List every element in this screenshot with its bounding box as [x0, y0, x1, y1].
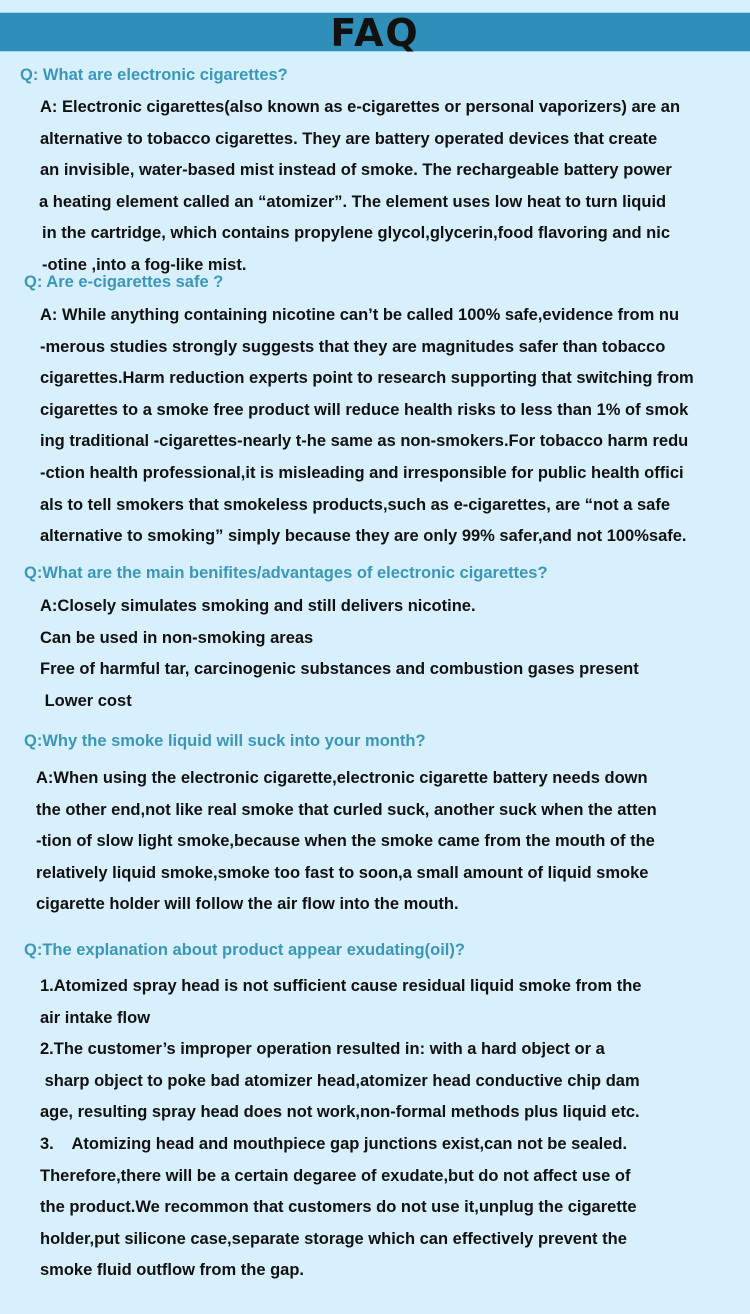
faq-answer-line: A: While anything containing nicotine can’t be called 100% safe,evidence from nu: [40, 306, 680, 324]
faq-answer-line: alternative to tobacco cigarettes. They are battery operated devices that create: [40, 129, 658, 148]
faq-answer-line: smoke fluid outflow from the gap.: [40, 1261, 304, 1280]
faq-answer-5: [40, 971, 641, 1287]
faq-question-4: Q:Why the smoke liquid will suck into your month?: [24, 732, 426, 750]
page-title: FAQ: [330, 11, 420, 55]
faq-answer-line: air intake flow: [40, 1008, 151, 1027]
faq-answer-line: in the cartridge, which contains propylene glycol,glycerin,food flavoring and nic: [42, 224, 671, 243]
faq-answer-line: A:Closely simulates smoking and still delivers nicotine.: [40, 597, 476, 615]
faq-answer-line: -tion of slow light smoke,because when the smoke came from the mouth of the: [36, 832, 655, 851]
faq-answer-line: an invisible, water-based mist instead of smoke. The rechargeable battery power: [40, 161, 672, 180]
faq-answer-1: [38, 92, 680, 282]
faq-answer-line: the other end,not like real smoke that curled suck, another suck when the atten: [36, 800, 657, 819]
faq-answer-line: alternative to smoking” simply because they are only 99% safer,and not 100%safe.: [40, 527, 687, 546]
faq-answer-line: A: Electronic cigarettes(also known as e-cigarettes or personal vaporizers) are an: [40, 98, 681, 116]
faq-answer-2: [40, 300, 694, 553]
faq-answer-line: als to tell smokers that smokeless products,such as e-cigarettes, are “not a safe: [40, 495, 670, 514]
faq-question-5: Q:The explanation about product appear exudating(oil)?: [24, 941, 465, 959]
faq-answer-line: A:When using the electronic cigarette,electronic cigarette battery needs down: [36, 769, 648, 787]
faq-question-3: Q:What are the main benifites/advantages of electronic cigarettes?: [24, 564, 548, 582]
faq-answer-line: -otine ,into a fog-like mist.: [42, 255, 247, 274]
faq-answer-line: ing traditional -cigarettes-nearly t-he same as non-smokers.For tobacco harm redu: [40, 432, 689, 451]
faq-answer-line: cigarette holder will follow the air flow into the mouth.: [36, 895, 459, 914]
faq-answer-line: Can be used in non-smoking areas: [40, 628, 314, 647]
faq-answer-line: Therefore,there will be a certain degaree of exudate,but do not affect use of: [40, 1166, 631, 1185]
faq-answer-4: [36, 763, 657, 921]
faq-answer-line: age, resulting spray head does not work,non-formal methods plus liquid etc.: [40, 1103, 640, 1122]
faq-answer-line: 1.Atomized spray head is not sufficient cause residual liquid smoke from the: [40, 977, 642, 995]
faq-question-1: Q: What are electronic cigarettes?: [20, 66, 288, 84]
faq-answer-line: holder,put silicone case,separate storage which can effectively prevent the: [40, 1229, 627, 1248]
faq-answer-line: the product.We recommon that customers do not use it,unplug the cigarette: [40, 1198, 637, 1217]
faq-answer-line: Free of harmful tar, carcinogenic substances and combustion gases present: [40, 660, 639, 679]
faq-header-bar: [0, 11, 750, 55]
faq-answer-3: [40, 591, 639, 717]
faq-answer-line: cigarettes.Harm reduction experts point to research supporting that switching from: [40, 369, 694, 388]
faq-answer-line: -merous studies strongly suggests that they are magnitudes safer than tobacco: [40, 337, 666, 356]
faq-answer-line: 2.The customer’s improper operation resulted in: with a hard object or a: [40, 1040, 605, 1059]
faq-answer-line: Lower cost: [40, 691, 132, 710]
faq-answer-line: 3. Atomizing head and mouthpiece gap junctions exist,can not be sealed.: [40, 1134, 628, 1153]
faq-answer-line: a heating element called an “atomizer”. The element uses low heat to turn liquid: [39, 192, 667, 211]
faq-answer-line: sharp object to poke bad atomizer head,atomizer head conductive chip dam: [40, 1071, 640, 1090]
faq-answer-line: cigarettes to a smoke free product will reduce health risks to less than 1% of smok: [40, 400, 689, 419]
faq-answer-line: relatively liquid smoke,smoke too fast to soon,a small amount of liquid smoke: [36, 863, 649, 882]
faq-question-2: Q: Are e-cigarettes safe ?: [24, 273, 224, 291]
faq-answer-line: -ction health professional,it is misleading and irresponsible for public health offici: [40, 463, 684, 482]
